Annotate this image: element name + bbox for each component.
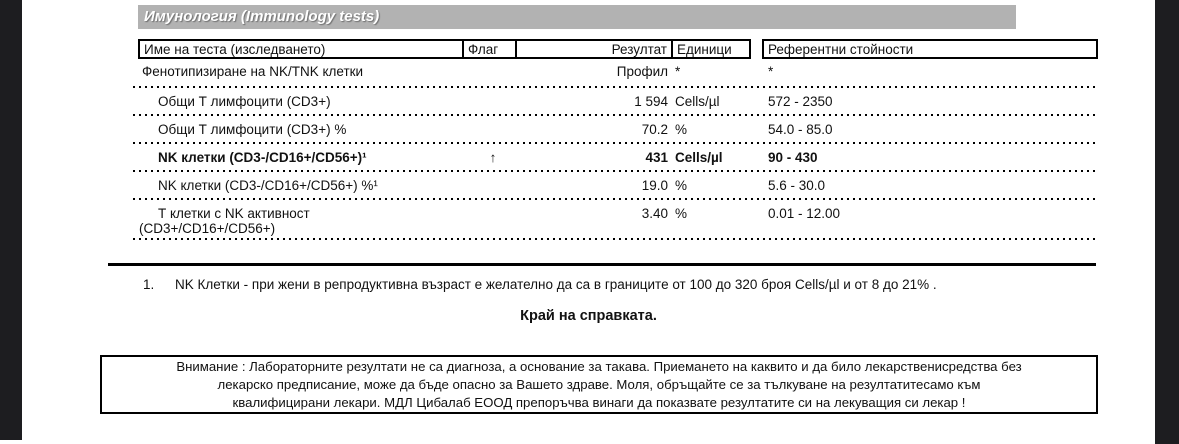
reference-range: *	[768, 64, 774, 79]
units-value: *	[675, 64, 681, 79]
test-name: Фенотипизиране на NK/TNK клетки	[142, 64, 364, 79]
result-value: 1 594	[634, 94, 668, 109]
section-title: Имунология (Immunology tests)	[144, 8, 380, 25]
units-value: %	[675, 122, 688, 137]
section-title-banner	[138, 5, 1016, 29]
footnote-text: NK Клетки - при жени в репродуктивна възраст е желателно да са в границите от 100 до 320 броя Cells/µl и от 8 до 21% .	[175, 277, 937, 292]
table-row	[133, 116, 1098, 144]
table-row	[133, 144, 1098, 172]
column-header-flag: Флаг	[462, 39, 517, 59]
column-header-reference: Референтни стойности	[762, 39, 1098, 59]
reference-range: 572 - 2350	[768, 94, 833, 109]
footnote	[143, 277, 937, 292]
test-name: Общи Т лимфоцити (CD3+) %	[158, 122, 347, 137]
test-name: NK клетки (CD3-/CD16+/CD56+) %¹	[158, 178, 378, 193]
column-header-test-name: Име на теста (изследването)	[138, 39, 464, 59]
result-value: 70.2	[641, 122, 668, 137]
footnote-number: 1.	[143, 277, 155, 292]
warning-box	[100, 355, 1098, 414]
column-header-result: Резултат	[515, 39, 673, 59]
column-header-units: Единици	[671, 39, 751, 59]
left-dark-border	[0, 0, 22, 440]
test-name: Общи Т лимфоцити (CD3+)	[158, 94, 331, 109]
reference-range: 54.0 - 85.0	[768, 122, 833, 137]
test-name: Т клетки с NK активност	[158, 206, 310, 221]
flag-value: ↑	[489, 150, 497, 165]
footnote-divider-line	[108, 263, 1096, 266]
result-value: Профил	[616, 64, 668, 79]
result-value: 431	[645, 150, 668, 165]
table-row	[133, 58, 1098, 88]
reference-range: 90 - 430	[768, 150, 818, 165]
units-value: %	[675, 206, 688, 221]
result-value: 3.40	[641, 206, 668, 221]
table-row	[133, 200, 1098, 240]
end-of-report-note: Край на справката.	[520, 308, 657, 324]
reference-range: 0.01 - 12.00	[768, 206, 841, 221]
warning-line-2: лекарско предписание, може да бъде опасно за Вашето здраве. Моля, обръщайте се за тълкуване на резултатитесамо към	[217, 377, 981, 392]
units-value: %	[675, 178, 688, 193]
table-row	[133, 88, 1098, 116]
table-row	[133, 172, 1098, 200]
reference-range: 5.6 - 30.0	[768, 178, 826, 193]
table-rows	[133, 58, 1098, 240]
result-value: 19.0	[641, 178, 668, 193]
right-dark-border	[1155, 0, 1179, 444]
test-name: NK клетки (CD3-/CD16+/CD56+)¹	[158, 150, 367, 165]
warning-line-3: квалифицирани лекари. МДЛ Цибалаб ЕООД препоръчва винаги да показвате резултатите си на лекуващия си лекар !	[232, 395, 966, 410]
test-name-line2: (CD3+/CD16+/CD56+)	[136, 221, 278, 236]
units-value: Cells/µl	[675, 94, 720, 109]
units-value: Cells/µl	[675, 150, 723, 165]
warning-line-1: Внимание : Лабораторните резултати не са диагноза, а основание за такава. Приемането на каквито и да било лекарственисредства без	[176, 359, 1022, 374]
